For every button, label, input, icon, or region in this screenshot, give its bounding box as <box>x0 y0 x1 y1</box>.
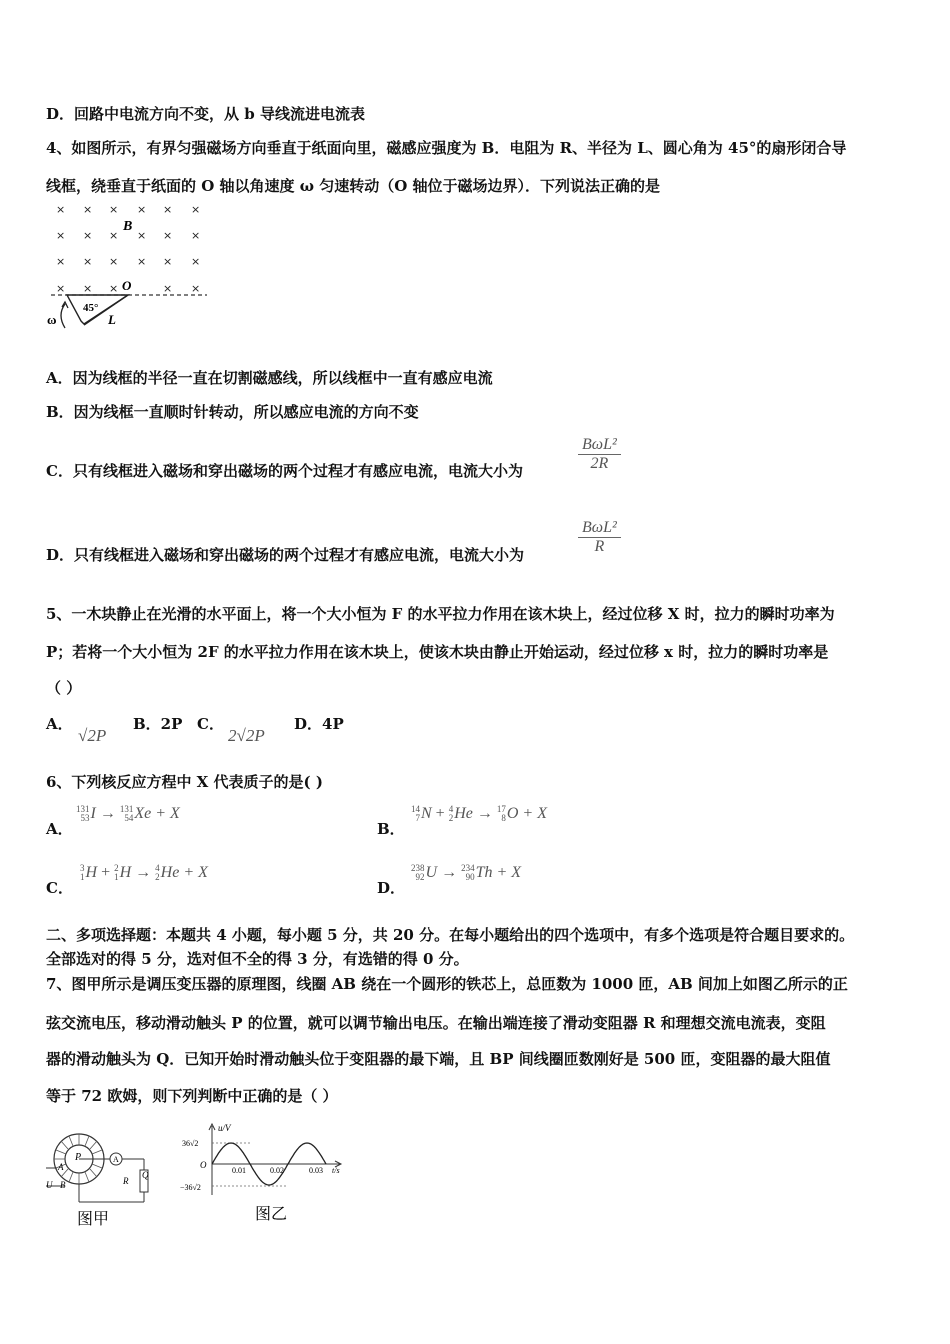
q6-option-b-label: B． <box>377 820 405 838</box>
formula-denominator: R <box>578 537 621 556</box>
q6-option-a-label: A． <box>46 820 73 838</box>
q5-option-d: D．4P <box>294 715 344 733</box>
q4-stem-line2: 线框，绕垂直于纸面的 O 轴以角速度 ω 匀速转动（O 轴位于磁场边界）．下列说法正确的是 <box>46 177 661 195</box>
q5-option-a-label: A． <box>46 715 73 733</box>
cross-mark: × <box>137 255 147 268</box>
cross-mark: × <box>83 255 93 268</box>
omega-label: ω <box>47 312 57 327</box>
slider-q-label: Q <box>142 1170 149 1180</box>
q6-option-d-label: D． <box>377 879 406 897</box>
cross-mark: × <box>191 229 201 242</box>
origin-label: O <box>200 1160 207 1170</box>
x-axis-label: t/s <box>332 1166 340 1175</box>
terminal-a-label: A <box>58 1162 64 1172</box>
q4-option-d-formula <box>578 519 621 556</box>
y-max-label: 36√2 <box>182 1139 199 1148</box>
cross-mark: × <box>109 282 119 295</box>
q5-option-c-label: C． <box>197 715 224 733</box>
q5-stem-line2: P；若将一个大小恒为 2F 的水平拉力作用在该木块上，使该木块由静止开始运动，经过位移 x 时，拉力的瞬时功率是 <box>46 643 829 661</box>
cross-mark: × <box>56 255 66 268</box>
cross-mark: × <box>56 203 66 216</box>
axis-label-o: O <box>122 278 132 293</box>
q4-stem-line1: 4、如图所示，有界匀强磁场方向垂直于纸面向里，磁感应强度为 B．电阻为 R、半径为 L、圆心角为 45°的扇形闭合导 <box>46 139 847 157</box>
tick-t2-label: 0.02 <box>270 1166 284 1175</box>
cross-mark: × <box>163 229 173 242</box>
q7-circuit-figure <box>44 1124 164 1234</box>
fig-jia-caption: 图甲 <box>77 1209 110 1228</box>
cross-mark: × <box>83 229 93 242</box>
section2-heading-line2: 全部选对的得 5 分，选对但不全的得 3 分，有选错的得 0 分。 <box>46 950 469 968</box>
q7-stem-line1: 7、图甲所示是调压变压器的原理图，线圈 AB 绕在一个圆形的铁芯上，总匝数为 1000 匝，AB 间加上如图乙所示的正 <box>46 975 848 993</box>
q6-option-c-label: C． <box>46 879 73 897</box>
cross-mark: × <box>109 255 119 268</box>
cross-mark: × <box>56 229 66 242</box>
q7-stem-line2: 弦交流电压，移动滑动触头 P 的位置，就可以调节输出电压。在输出端连接了滑动变阻器 R 和理想交流电流表，变阻 <box>46 1014 826 1032</box>
q4-option-a: A．因为线框的半径一直在切割磁感线，所以线框中一直有感应电流 <box>46 369 493 387</box>
q5-option-b: B．2P <box>133 715 183 733</box>
q5-option-a-value: √2P <box>78 726 107 745</box>
tick-t3-label: 0.03 <box>309 1166 323 1175</box>
formula-numerator: BωL² <box>582 436 617 453</box>
cross-mark: × <box>83 282 93 295</box>
q6-option-a-equation: 131 53I → 131 54Xe + X <box>76 804 180 824</box>
resistor-r-label: R <box>123 1176 129 1186</box>
cross-mark: × <box>137 229 147 242</box>
slider-p-label: P <box>75 1152 82 1163</box>
formula-numerator: BωL² <box>582 519 617 536</box>
cross-mark: × <box>191 282 201 295</box>
q4-field-figure <box>45 200 215 330</box>
cross-mark: × <box>163 203 173 216</box>
cross-mark: × <box>163 255 173 268</box>
q4-option-c-formula <box>578 436 621 473</box>
cross-mark: × <box>83 203 93 216</box>
q6-option-c-equation: 3 1H + 2 1H → 4 2He + X <box>80 863 208 883</box>
q6-stem: 6、下列核反应方程中 X 代表质子的是( ) <box>46 773 323 791</box>
cross-mark: × <box>56 282 66 295</box>
q5-stem-line1: 5、一木块静止在光滑的水平面上，将一个大小恒为 F 的水平拉力作用在该木块上，经过位移 X 时，拉力的瞬时功率为 <box>46 605 835 623</box>
radius-label: L <box>108 312 116 327</box>
q6-option-b-equation: 14 7N + 4 2He → 17 8O + X <box>411 804 547 824</box>
cross-mark: × <box>191 255 201 268</box>
rotation-arrow-icon <box>61 304 65 328</box>
y-axis-label: u/V <box>218 1123 231 1133</box>
q7-stem-line3: 器的滑动触头为 Q．已知开始时滑动触头位于变阻器的最下端，且 BP 间线圈匝数刚好是 500 匝，变阻器的最大阻值 <box>46 1050 831 1068</box>
svg-text:A: A <box>113 1155 119 1164</box>
section2-heading-line1: 二、多项选择题：本题共 4 小题，每小题 5 分，共 20 分。在每小题给出的四个选项中，有多个选项是符合题目要求的。 <box>46 926 855 944</box>
cross-mark: × <box>109 229 119 242</box>
angle-label: 45° <box>83 302 99 314</box>
cross-mark: × <box>109 203 119 216</box>
fig-yi-caption: 图乙 <box>255 1204 288 1223</box>
q7-stem-line4: 等于 72 欧姆，则下列判断中正确的是（ ） <box>46 1087 338 1105</box>
q6-option-d-equation: 238 92U → 234 90Th + X <box>411 863 522 883</box>
cross-mark: × <box>163 282 173 295</box>
tick-t1-label: 0.01 <box>232 1166 246 1175</box>
terminal-b-label: B <box>60 1180 66 1190</box>
y-min-label: −36√2 <box>180 1183 201 1192</box>
q5-option-c-value: 2√2P <box>228 726 265 745</box>
formula-denominator: 2R <box>578 454 621 473</box>
q3-option-d: D．回路中电流方向不变，从 b 导线流进电流表 <box>46 105 365 123</box>
q7-voltage-graph <box>180 1120 355 1230</box>
q5-stem-line3: （ ） <box>46 679 82 697</box>
voltage-u-label: U <box>46 1180 53 1190</box>
q4-option-c: C．只有线框进入磁场和穿出磁场的两个过程才有感应电流，电流大小为 <box>46 462 523 480</box>
cross-mark: × <box>137 203 147 216</box>
q4-option-b: B．因为线框一直顺时针转动，所以感应电流的方向不变 <box>46 403 419 421</box>
field-label-b: B <box>123 219 133 234</box>
q4-option-d: D．只有线框进入磁场和穿出磁场的两个过程才有感应电流，电流大小为 <box>46 546 525 564</box>
cross-mark: × <box>191 203 201 216</box>
